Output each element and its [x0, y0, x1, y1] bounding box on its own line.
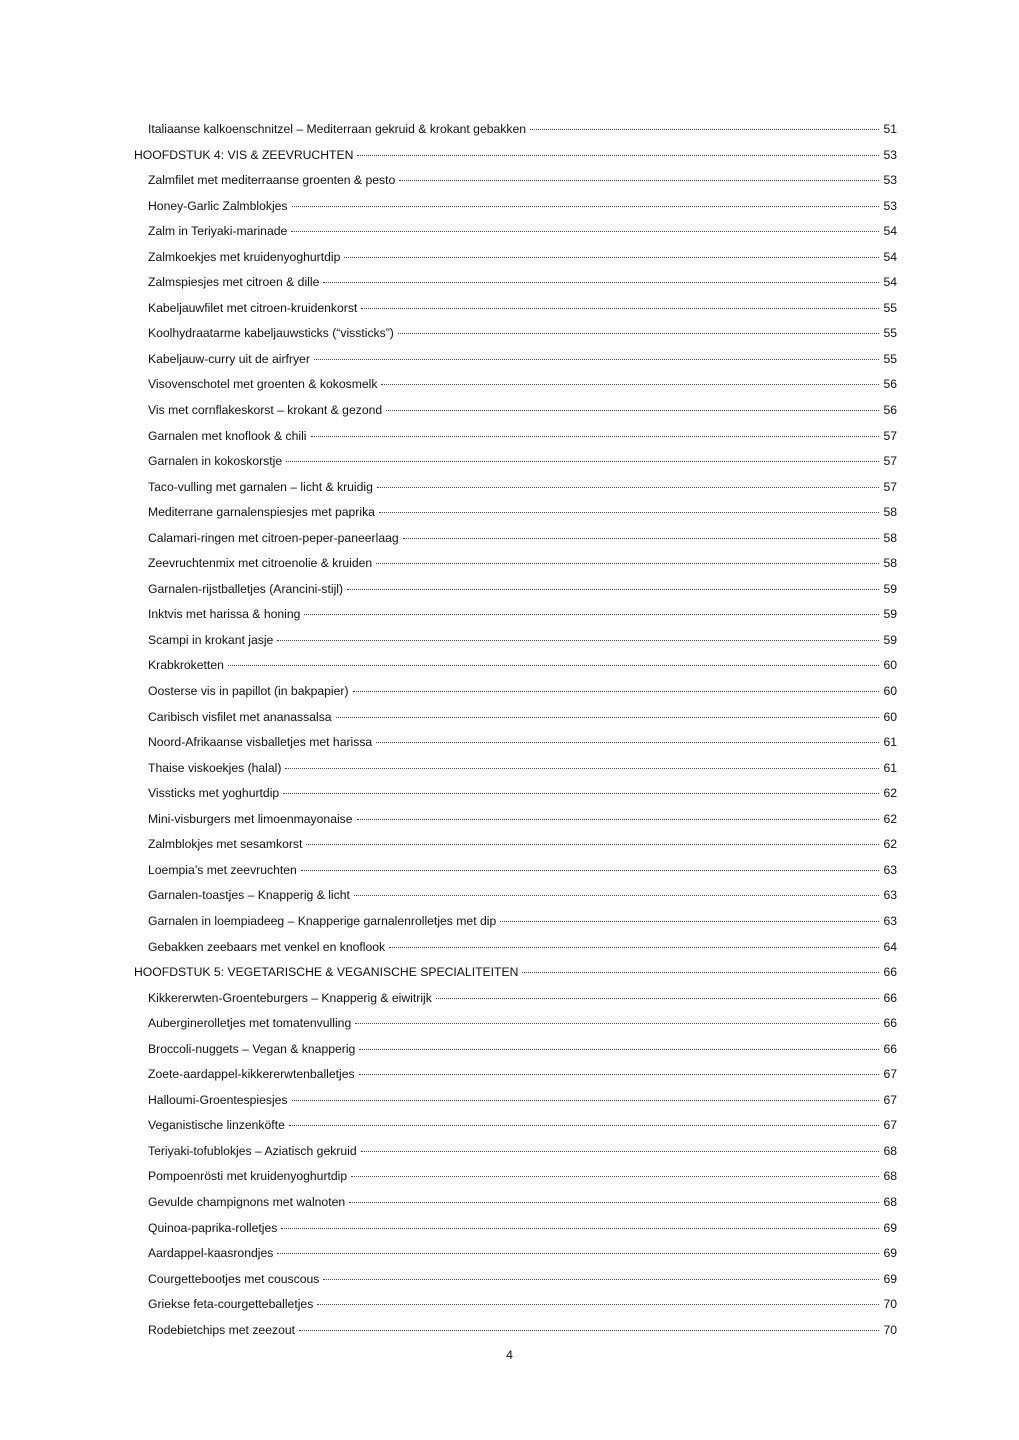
dot-leader [351, 1176, 879, 1177]
toc-entry-page: 55 [883, 300, 897, 315]
toc-entry-page: 55 [883, 326, 897, 341]
toc-entry-page: 59 [883, 607, 897, 622]
toc-entry[interactable] [134, 986, 897, 1012]
toc-entry[interactable] [134, 883, 897, 909]
toc-entry-page: 68 [883, 1194, 897, 1209]
toc-entry-page: 53 [883, 198, 897, 213]
dot-leader [354, 895, 879, 896]
toc-entry-page: 58 [883, 530, 897, 545]
toc-entry[interactable] [134, 500, 897, 526]
toc-entry-page: 63 [883, 862, 897, 877]
table-of-contents [134, 117, 897, 1343]
dot-leader [344, 257, 879, 258]
dot-leader [336, 717, 879, 718]
dot-leader [349, 1202, 879, 1203]
toc-entry-title: Gevulde champignons met walnoten [148, 1194, 346, 1209]
toc-entry-page: 55 [883, 351, 897, 366]
dot-leader [277, 1253, 879, 1254]
toc-entry-title: Quinoa-paprika-rolletjes [148, 1220, 278, 1235]
toc-entry[interactable] [134, 577, 897, 603]
toc-entry-page: 56 [883, 403, 897, 418]
toc-entry[interactable] [134, 526, 897, 552]
toc-entry-page: 64 [883, 939, 897, 954]
toc-entry-title: Taco-vulling met garnalen – licht & kruidig [148, 479, 373, 494]
dot-leader [399, 180, 879, 181]
dot-leader [522, 972, 879, 973]
toc-entry-page: 53 [883, 147, 897, 162]
toc-entry[interactable] [134, 807, 897, 833]
toc-entry-page: 69 [883, 1246, 897, 1261]
toc-entry-page: 58 [883, 505, 897, 520]
toc-entry-title: Scampi in krokant jasje [148, 632, 274, 647]
toc-entry-page: 60 [883, 709, 897, 724]
toc-entry-page: 68 [883, 1169, 897, 1184]
toc-entry-page: 54 [883, 249, 897, 264]
toc-entry-title: Garnalen met knoflook & chili [148, 428, 307, 443]
dot-leader [228, 665, 879, 666]
dot-leader [314, 359, 879, 360]
dot-leader [289, 1125, 879, 1126]
toc-entry[interactable] [134, 858, 897, 884]
toc-entry-title: Aardappel-kaasrondjes [148, 1246, 274, 1261]
toc-entry-title: Mediterrane garnalenspiesjes met paprika [148, 505, 375, 520]
toc-entry[interactable] [134, 1088, 897, 1114]
dot-leader [403, 538, 879, 539]
toc-entry[interactable] [134, 909, 897, 935]
toc-chapter-entry[interactable] [134, 143, 897, 169]
dot-leader [377, 487, 879, 488]
toc-entry-title: HOOFDSTUK 5: VEGETARISCHE & VEGANISCHE SPECIALITEITEN [134, 965, 519, 980]
toc-entry-page: 60 [883, 658, 897, 673]
toc-entry-page: 70 [883, 1297, 897, 1312]
toc-entry-title: Halloumi-Groentespiesjes [148, 1092, 288, 1107]
toc-entry-title: Inktvis met harissa & honing [148, 607, 301, 622]
dot-leader [359, 1074, 879, 1075]
toc-entry-title: Garnalen in kokoskorstje [148, 454, 283, 469]
toc-entry-title: Gebakken zeebaars met venkel en knoflook [148, 939, 386, 954]
toc-entry-page: 67 [883, 1092, 897, 1107]
toc-entry-title: Auberginerolletjes met tomatenvulling [148, 1016, 352, 1031]
toc-entry-title: Oosterse vis in papillot (in bakpapier) [148, 684, 349, 699]
dot-leader [317, 1304, 879, 1305]
toc-entry[interactable] [134, 551, 897, 577]
dot-leader [376, 563, 879, 564]
toc-entry-title: Courgettebootjes met couscous [148, 1271, 320, 1286]
dot-leader [285, 768, 879, 769]
dot-leader [323, 282, 879, 283]
toc-entry-page: 59 [883, 581, 897, 596]
toc-entry[interactable] [134, 1267, 897, 1293]
toc-entry[interactable] [134, 1318, 897, 1344]
toc-entry-page: 62 [883, 837, 897, 852]
toc-entry-page: 66 [883, 1016, 897, 1031]
dot-leader [357, 155, 879, 156]
toc-entry[interactable] [134, 1037, 897, 1063]
toc-entry[interactable] [134, 705, 897, 731]
toc-entry-page: 66 [883, 990, 897, 1005]
toc-entry-page: 66 [883, 1041, 897, 1056]
toc-entry-title: Mini-visburgers met limoenmayonaise [148, 811, 353, 826]
toc-entry-title: Pompoenrösti met kruidenyoghurtdip [148, 1169, 348, 1184]
dot-leader [304, 614, 879, 615]
toc-entry-page: 61 [883, 735, 897, 750]
dot-leader [436, 998, 879, 999]
toc-entry[interactable] [134, 117, 897, 143]
toc-entry-title: Italiaanse kalkoenschnitzel – Mediterraan gekruid & krokant gebakken [148, 122, 527, 136]
toc-entry-title: Vis met cornflakeskorst – krokant & gezond [148, 403, 383, 418]
toc-entry-title: Garnalen-toastjes – Knapperig & licht [148, 888, 350, 903]
dot-leader [292, 206, 879, 207]
toc-entry-page: 69 [883, 1220, 897, 1235]
dot-leader [398, 333, 879, 334]
toc-entry-title: Zalmblokjes met sesamkorst [148, 837, 303, 852]
dot-leader [311, 436, 879, 437]
toc-entry-page: 53 [883, 173, 897, 188]
dot-leader [281, 1228, 879, 1229]
toc-entry-title: Griekse feta-courgetteballetjes [148, 1297, 314, 1312]
toc-entry-title: Vissticks met yoghurtdip [148, 786, 280, 801]
dot-leader [361, 308, 879, 309]
toc-entry-page: 57 [883, 479, 897, 494]
toc-entry[interactable] [134, 245, 897, 271]
toc-entry-title: Teriyaki-tofublokjes – Aziatisch gekruid [148, 1143, 357, 1158]
dot-leader [299, 1330, 879, 1331]
dot-leader [376, 742, 879, 743]
toc-entry[interactable] [134, 296, 897, 322]
toc-entry[interactable] [134, 756, 897, 782]
toc-entry[interactable] [134, 935, 897, 961]
toc-entry-title: Zalm in Teriyaki-marinade [148, 224, 288, 239]
dot-leader [291, 231, 879, 232]
toc-entry[interactable] [134, 219, 897, 245]
toc-entry-title: Zeevruchtenmix met citroenolie & kruiden [148, 556, 373, 571]
toc-chapter-entry[interactable] [134, 960, 897, 986]
toc-entry-title: Thaise viskoekjes (halal) [148, 760, 282, 775]
toc-entry[interactable] [134, 1164, 897, 1190]
dot-leader [389, 947, 879, 948]
toc-entry[interactable] [134, 730, 897, 756]
toc-entry[interactable] [134, 347, 897, 373]
toc-entry-page: 67 [883, 1067, 897, 1082]
dot-leader [277, 640, 879, 641]
dot-leader [323, 1279, 879, 1280]
dot-leader [283, 793, 879, 794]
dot-leader [359, 1049, 879, 1050]
toc-entry-title: Noord-Afrikaanse visballetjes met harissa [148, 735, 373, 750]
toc-entry-page: 57 [883, 454, 897, 469]
toc-entry-page: 56 [883, 377, 897, 392]
toc-entry[interactable] [134, 1062, 897, 1088]
dot-leader [381, 384, 879, 385]
toc-entry-page: 59 [883, 632, 897, 647]
toc-entry-page: 57 [883, 428, 897, 443]
dot-leader [530, 129, 879, 130]
toc-entry-title: Kabeljauwfilet met citroen-kruidenkorst [148, 300, 358, 315]
toc-entry-page: 68 [883, 1143, 897, 1158]
dot-leader [286, 461, 879, 462]
toc-entry-page: 69 [883, 1271, 897, 1286]
toc-entry[interactable] [134, 1113, 897, 1139]
toc-entry-page: 66 [883, 965, 897, 980]
toc-entry-page: 60 [883, 684, 897, 699]
toc-entry-title: Garnalen-rijstballetjes (Arancini-stijl) [148, 581, 344, 596]
toc-entry-page: 54 [883, 224, 897, 239]
toc-entry-title: Garnalen in loempiadeeg – Knapperige garnalenrolletjes met dip [148, 913, 497, 928]
toc-entry-page: 67 [883, 1118, 897, 1133]
toc-entry-page: 62 [883, 786, 897, 801]
toc-entry[interactable] [134, 1139, 897, 1165]
toc-entry[interactable] [134, 602, 897, 628]
toc-entry[interactable] [134, 449, 897, 475]
toc-entry-title: Rodebietchips met zeezout [148, 1322, 296, 1337]
toc-entry-page: 54 [883, 275, 897, 290]
dot-leader [306, 844, 879, 845]
toc-entry-title: Koolhydraatarme kabeljauwsticks (“vissticks”) [148, 326, 394, 341]
toc-entry[interactable] [134, 1216, 897, 1242]
toc-entry[interactable] [134, 832, 897, 858]
toc-entry[interactable] [134, 679, 897, 705]
toc-entry-title: Broccoli-nuggets – Vegan & knapperig [148, 1041, 356, 1056]
toc-entry[interactable] [134, 1190, 897, 1216]
toc-entry[interactable] [134, 321, 897, 347]
toc-entry-title: Caribisch visfilet met ananassalsa [148, 709, 332, 724]
toc-entry[interactable] [134, 372, 897, 398]
toc-entry-title: Zalmspiesjes met citroen & dille [148, 275, 320, 290]
toc-entry[interactable] [134, 475, 897, 501]
toc-entry-page: 70 [883, 1322, 897, 1337]
toc-entry[interactable] [134, 1292, 897, 1318]
toc-entry-page: 51 [883, 122, 897, 136]
toc-entry[interactable] [134, 781, 897, 807]
dot-leader [353, 691, 879, 692]
dot-leader [500, 921, 879, 922]
toc-entry-page: 63 [883, 913, 897, 928]
toc-entry-page: 61 [883, 760, 897, 775]
page-number: 4 [506, 1348, 513, 1362]
dot-leader [379, 512, 879, 513]
dot-leader [301, 870, 879, 871]
toc-entry[interactable] [134, 168, 897, 194]
toc-entry[interactable] [134, 628, 897, 654]
toc-entry-title: Kabeljauw-curry uit de airfryer [148, 351, 310, 366]
toc-entry[interactable] [134, 653, 897, 679]
toc-entry[interactable] [134, 270, 897, 296]
toc-entry[interactable] [134, 424, 897, 450]
toc-entry-title: Loempia’s met zeevruchten [148, 862, 297, 877]
toc-entry[interactable] [134, 1011, 897, 1037]
dot-leader [347, 589, 879, 590]
toc-entry-title: Visovenschotel met groenten & kokosmelk [148, 377, 378, 392]
dot-leader [357, 819, 879, 820]
dot-leader [386, 410, 879, 411]
toc-entry-title: Zalmfilet met mediterraanse groenten & pesto [148, 173, 396, 188]
toc-entry-page: 58 [883, 556, 897, 571]
toc-entry-title: Zoete-aardappel-kikkererwtenballetjes [148, 1067, 355, 1082]
toc-entry-title: Honey-Garlic Zalmblokjes [148, 198, 288, 213]
toc-entry-title: Zalmkoekjes met kruidenyoghurtdip [148, 249, 341, 264]
toc-entry-page: 62 [883, 811, 897, 826]
toc-entry-title: Calamari-ringen met citroen-peper-paneerlaag [148, 530, 399, 545]
toc-entry-title: Kikkererwten-Groenteburgers – Knapperig & eiwitrijk [148, 990, 432, 1005]
dot-leader [292, 1100, 879, 1101]
toc-entry[interactable] [134, 398, 897, 424]
dot-leader [355, 1023, 879, 1024]
toc-entry-title: Veganistische linzenköfte [148, 1118, 285, 1133]
toc-entry-title: Krabkroketten [148, 658, 224, 673]
toc-entry-page: 63 [883, 888, 897, 903]
toc-entry[interactable] [134, 194, 897, 220]
dot-leader [361, 1151, 879, 1152]
toc-entry-title: HOOFDSTUK 4: VIS & ZEEVRUCHTEN [134, 147, 354, 162]
toc-entry[interactable] [134, 1241, 897, 1267]
